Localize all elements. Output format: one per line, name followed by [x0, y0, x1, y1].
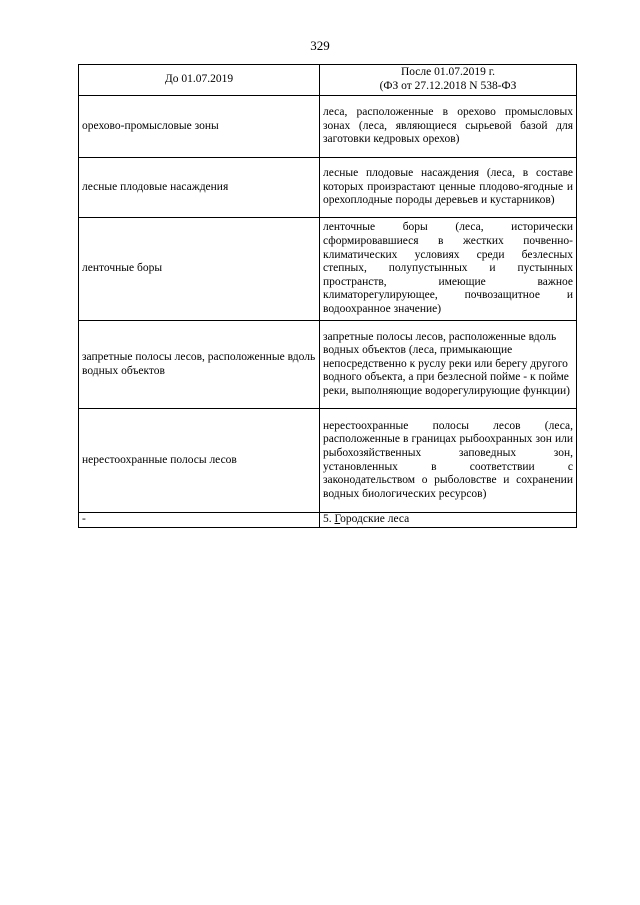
cell-after	[320, 513, 577, 528]
header-before-label: До 01.07.2019	[164, 73, 234, 86]
cell-before: -	[79, 513, 320, 528]
cell-after: запретные полосы лесов, расположенные вдоль водных объектов (леса, примыкающие непосредственно к руслу реки или берегу другого водного объекта, а при безлесной пойме - к пойме реки, выполняющие водорегулирующие функции)	[320, 321, 577, 409]
header-before	[79, 65, 320, 96]
header-after-line1: После 01.07.2019 г.	[400, 66, 496, 79]
header-after-line2: (ФЗ от 27.12.2018 N 538-ФЗ	[379, 80, 517, 92]
table-row	[79, 158, 577, 218]
cell-before: запретные полосы лесов, расположенные вдоль водных объектов	[79, 321, 320, 409]
cell-after-prefix: 5.	[323, 513, 335, 526]
cell-after-rest: ородские леса	[340, 513, 410, 526]
table-header-row	[79, 65, 577, 96]
table-row	[79, 409, 577, 513]
cell-after: ленточные боры (леса, исторически сформировавшиеся в жестких почвенно-климатических условиях среди безлесных степных, полупустынных и пустынных пространств, имеющие важное климаторегулирующее, почвозащитное и водоохранное значение)	[320, 218, 577, 321]
cell-before: орехово-промысловые зоны	[79, 96, 320, 158]
table-row	[79, 218, 577, 321]
cell-after-underlined-letter: Г	[334, 513, 341, 526]
comparison-table	[78, 64, 577, 528]
page-number: 329	[310, 38, 330, 53]
cell-after: леса, расположенные в орехово промысловых зонах (леса, являющиеся сырьевой базой для заготовки кедровых орехов)	[320, 96, 577, 158]
cell-after: лесные плодовые насаждения (леса, в составе которых произрастают ценные плодово-ягодные и орехоплодные породы деревьев и кустарников)	[320, 158, 577, 218]
table-row	[79, 321, 577, 409]
cell-after: нерестоохранные полосы лесов (леса, расположенные в границах рыбоохранных зон или рыбохозяйственных заповедных зон, установленных в соответствии с законодательством о рыболовстве и сохранении водных биологических ресурсов)	[320, 409, 577, 513]
table-row	[79, 96, 577, 158]
cell-before: нерестоохранные полосы лесов	[79, 409, 320, 513]
header-after	[320, 65, 577, 96]
table-row	[79, 513, 577, 528]
cell-before: ленточные боры	[79, 218, 320, 321]
cell-before: лесные плодовые насаждения	[79, 158, 320, 218]
